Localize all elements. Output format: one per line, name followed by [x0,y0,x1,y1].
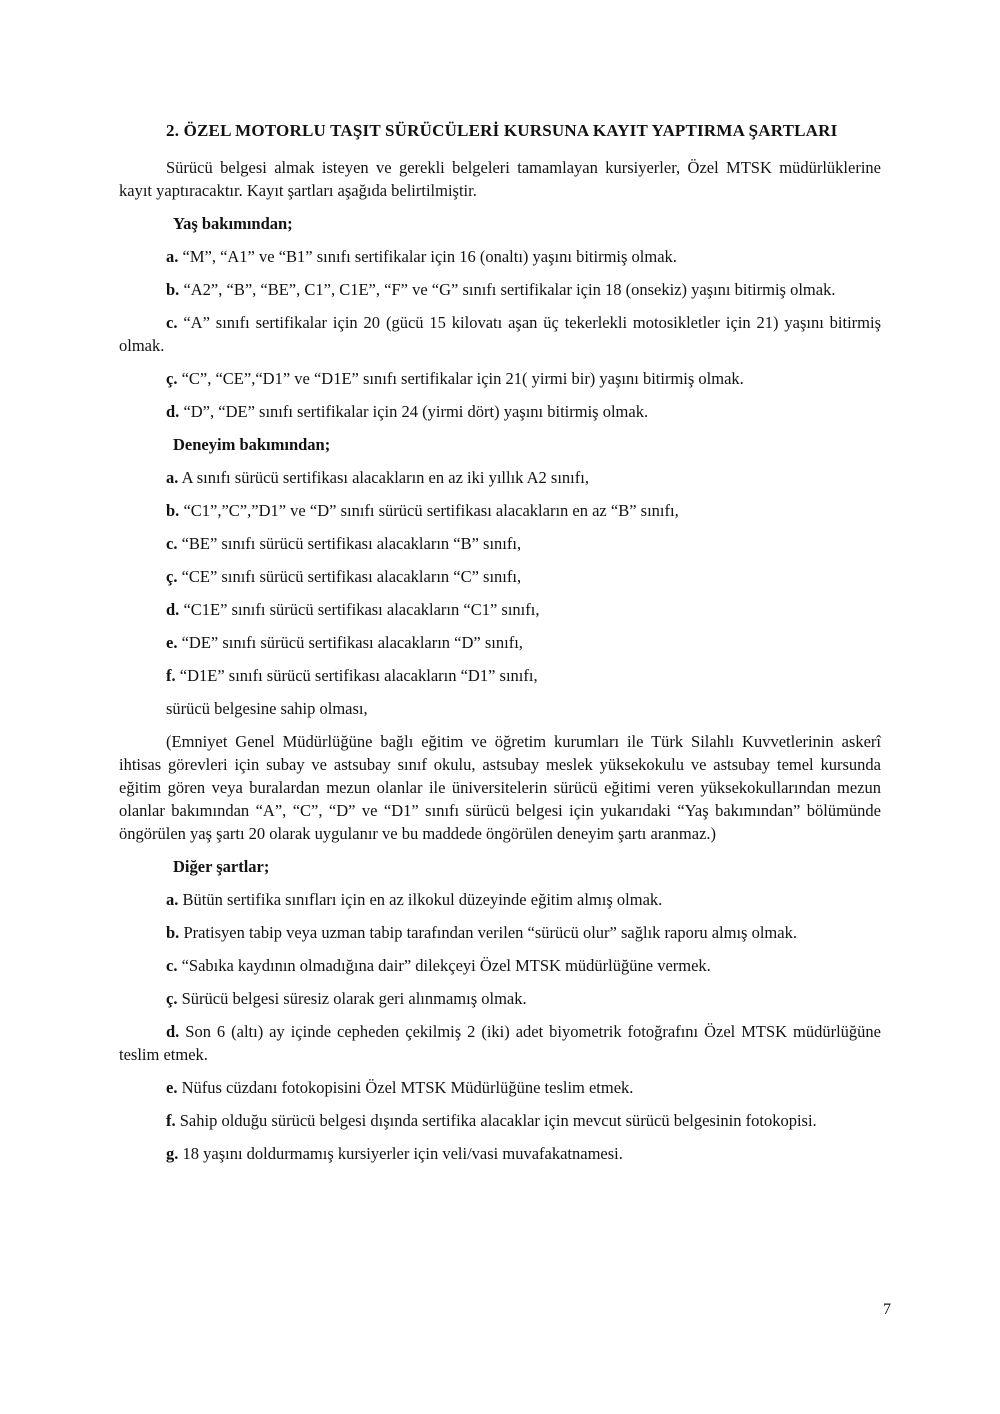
list-item [119,367,881,390]
item-text: “D1E” sınıfı sürücü sertifikası alacakların “D1” sınıfı, [179,666,538,685]
item-label: g. [166,1144,179,1163]
item-text: Bütün sertifika sınıfları için en az ilkokul düzeyinde eğitim almış olmak. [182,890,663,909]
item-text: Sahip olduğu sürücü belgesi dışında sertifika alacaklar için mevcut sürücü belgesinin fotokopisi. [179,1111,817,1130]
item-text: “D”, “DE” sınıfı sertifikalar için 24 (yirmi dört) yaşını bitirmiş olmak. [183,402,649,421]
item-label: b. [166,501,180,520]
list-item [119,954,881,977]
item-label: d. [166,402,180,421]
section-heading: 2. ÖZEL MOTORLU TAŞIT SÜRÜCÜLERİ KURSUNA KAYIT YAPTIRMA ŞARTLARI [166,121,838,140]
list-item [119,245,881,268]
item-text: “CE” sınıfı sürücü sertifikası alacakların “C” sınıfı, [181,567,522,586]
body-paragraph [119,730,881,845]
item-label: c. [166,956,178,975]
list-item [119,400,881,423]
item-text: “BE” sınıfı sürücü sertifikası alacakların “B” sınıfı, [181,534,522,553]
item-label: e. [166,633,178,652]
item-text: “DE” sınıfı sürücü sertifikası alacakların “D” sınıfı, [181,633,523,652]
list-item [119,466,881,489]
item-text: Nüfus cüzdanı fotokopisini Özel MTSK Müdürlüğüne teslim etmek. [181,1078,634,1097]
subheading: Yaş bakımından; [173,214,293,233]
list-item [119,598,881,621]
subheading: Deneyim bakımından; [173,435,331,454]
item-text: Sürücü belgesi almak isteyen ve gerekli belgeleri tamamlayan kursiyerler, Özel MTSK müdürlüklerine kayıt yaptıracaktır. Kayıt şartları aşağıda belirtilmiştir. [119,158,881,200]
item-text: Sürücü belgesi süresiz olarak geri alınmamış olmak. [181,989,527,1008]
body-paragraph [119,697,881,720]
item-label: a. [166,247,179,266]
list-item [119,664,881,687]
item-label: ç. [166,369,178,388]
item-text: “M”, “A1” ve “B1” sınıfı sertifikalar için 16 (onaltı) yaşını bitirmiş olmak. [182,247,677,266]
item-label: f. [166,666,176,685]
item-label: c. [166,313,178,332]
list-item [119,1109,881,1132]
page-number: 7 [883,1301,891,1318]
item-text: “C1E” sınıfı sürücü sertifikası alacakların “C1” sınıfı, [183,600,540,619]
list-item [119,987,881,1010]
item-label: b. [166,923,180,942]
list-item [119,1076,881,1099]
list-item [119,278,881,301]
item-label: d. [166,1022,180,1041]
list-item [119,1020,881,1066]
item-text: (Emniyet Genel Müdürlüğüne bağlı eğitim ve öğretim kurumları ile Türk Silahlı Kuvvetlerinin askerî ihtisas görevleri için subay ve astsubay sınıf okulu, astsubay meslek yüksekokulu ve astsubay temel kursunda eğitim gören veya buralardan mezun olanlar ile üniversitelerin sürücü eğitimi veren yüksekokullarından mezun olanlar bakımından “A”, “C”, “D” ve “D1” sınıfı sürücü belgesi için yukarıdaki “Yaş bakımından” bölümünde öngörülen yaş şartı 20 olarak uygulanır ve bu maddede öngörülen deneyim şartı aranmaz.) [119,732,881,843]
item-label: ç. [166,989,178,1008]
item-text: sürücü belgesine sahip olması, [166,699,368,718]
item-text: “C”, “CE”,“D1” ve “D1E” sınıfı sertifikalar için 21( yirmi bir) yaşını bitirmiş olmak. [181,369,744,388]
list-item [119,565,881,588]
item-label: a. [166,468,179,487]
item-label: c. [166,534,178,553]
item-text: 18 yaşını doldurmamış kursiyerler için veli/vasi muvafakatnamesi. [182,1144,623,1163]
item-label: b. [166,280,180,299]
item-text: “Sabıka kaydının olmadığına dair” dilekçeyi Özel MTSK müdürlüğüne vermek. [181,956,711,975]
list-item [119,1142,881,1165]
list-item [119,532,881,555]
item-label: a. [166,890,179,909]
item-label: e. [166,1078,178,1097]
list-item [119,499,881,522]
item-label: f. [166,1111,176,1130]
item-label: ç. [166,567,178,586]
subheading: Diğer şartlar; [173,857,270,876]
document-body [119,156,881,1165]
list-item [119,631,881,654]
item-text: “C1”,”C”,”D1” ve “D” sınıfı sürücü sertifikası alacakların en az “B” sınıfı, [183,501,679,520]
list-item [119,921,881,944]
item-text: A sınıfı sürücü sertifikası alacakların en az iki yıllık A2 sınıfı, [181,468,589,487]
item-text: “A” sınıfı sertifikalar için 20 (gücü 15 kilovatı aşan üç tekerlekli motosikletler için 21) yaşını bitirmiş olmak. [119,313,881,355]
body-paragraph [119,156,881,202]
item-text: “A2”, “B”, “BE”, C1”, C1E”, “F” ve “G” sınıfı sertifikalar için 18 (onsekiz) yaşını bitirmiş olmak. [183,280,836,299]
item-label: d. [166,600,180,619]
item-text: Pratisyen tabip veya uzman tabip tarafından verilen “sürücü olur” sağlık raporu almış olmak. [183,923,797,942]
list-item [119,888,881,911]
list-item [119,311,881,357]
item-text: Son 6 (altı) ay içinde cepheden çekilmiş 2 (iki) adet biyometrik fotoğrafını Özel MTSK müdürlüğüne teslim etmek. [119,1022,881,1064]
